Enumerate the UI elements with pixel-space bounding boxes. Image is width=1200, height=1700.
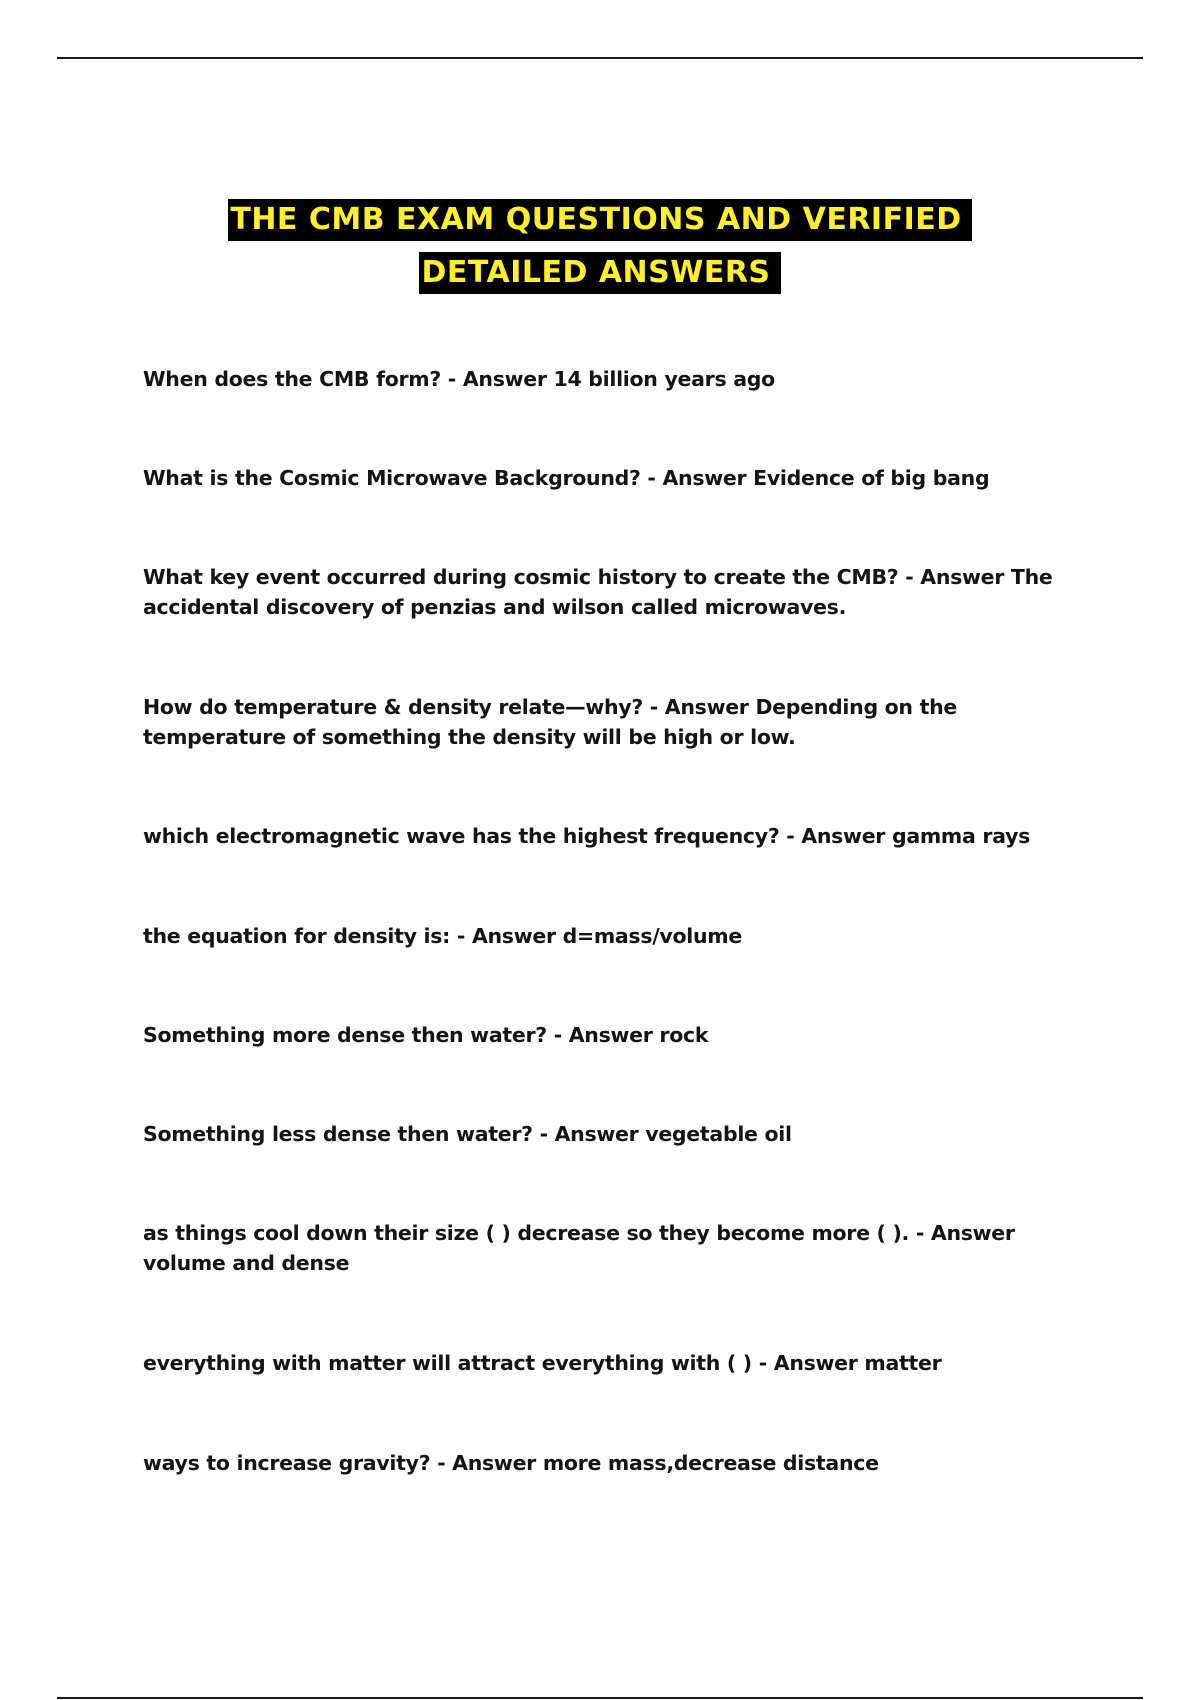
qa-item-3: What key event occurred during cosmic history to create the CMB? - Answer The accidental discovery of penzias and wilson called microwaves. — [143, 565, 1053, 619]
document-title — [0, 193, 1200, 299]
title-line-1: THE CMB EXAM QUESTIONS AND VERIFIED — [228, 199, 971, 241]
qa-item-11: ways to increase gravity? - Answer more mass,decrease distance — [143, 1451, 879, 1475]
qa-item-5: which electromagnetic wave has the highest frequency? - Answer gamma rays — [143, 824, 1031, 848]
qa-item-9: as things cool down their size ( ) decrease so they become more ( ). - Answer volume and dense — [143, 1221, 1015, 1275]
bottom-rule — [57, 1697, 1143, 1699]
qa-item-1: When does the CMB form? - Answer 14 billion years ago — [143, 367, 775, 391]
qa-item-8: Something less dense then water? - Answer vegetable oil — [143, 1122, 792, 1146]
top-rule — [57, 57, 1143, 59]
qa-item-2: What is the Cosmic Microwave Background? - Answer Evidence of big bang — [143, 466, 990, 490]
qa-item-7: Something more dense then water? - Answer rock — [143, 1023, 709, 1047]
qa-item-6: the equation for density is: - Answer d=mass/volume — [143, 924, 742, 948]
qa-item-4: How do temperature & density relate—why? - Answer Depending on the temperature of something the density will be high or low. — [143, 695, 957, 749]
qa-item-10: everything with matter will attract everything with ( ) - Answer matter — [143, 1351, 942, 1375]
title-line-2: DETAILED ANSWERS — [419, 252, 780, 294]
